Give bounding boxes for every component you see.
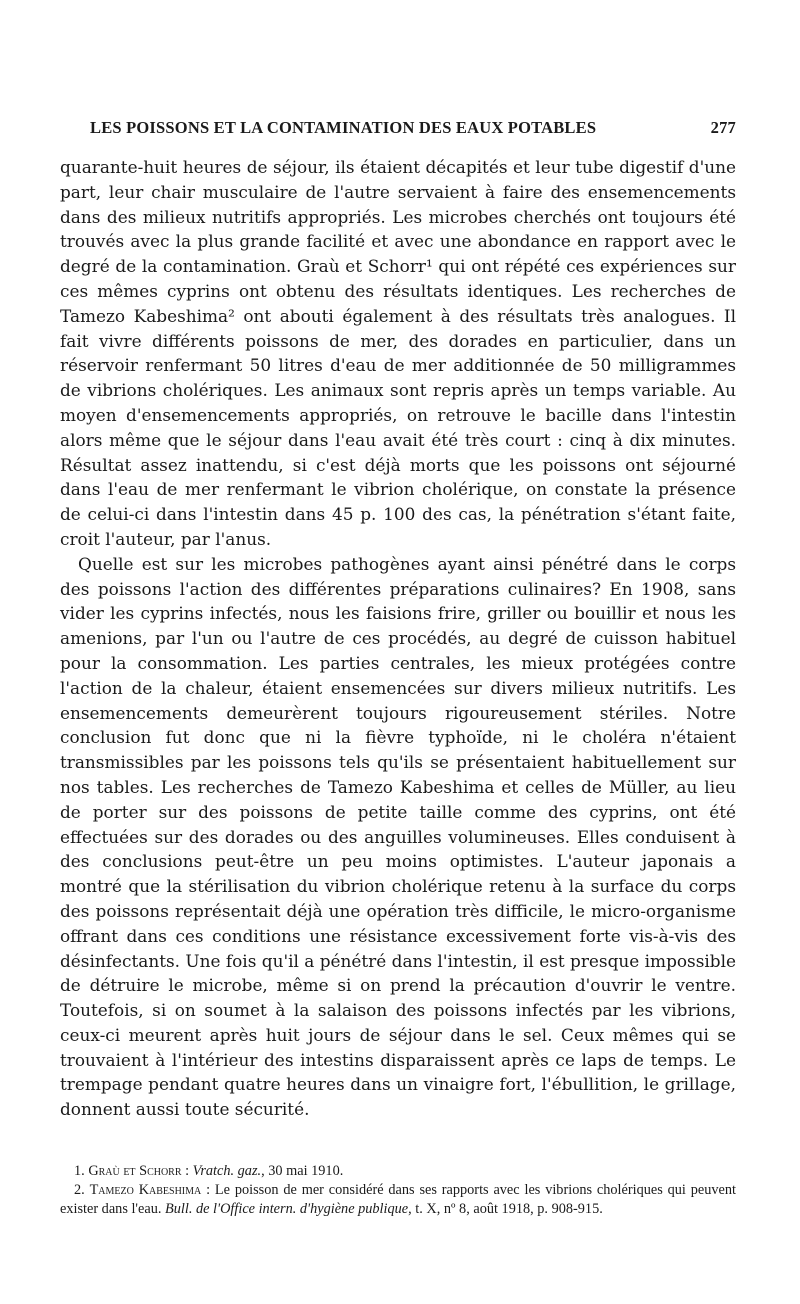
- footnotes: [60, 1162, 736, 1219]
- page-number: 277: [710, 118, 736, 137]
- footnote-article-title: Le poisson de mer considéré dans ses rapports avec les vibrions cholériques qui peuvent exister dans l'eau.: [60, 1182, 736, 1217]
- footnote-marker: 2.: [74, 1182, 85, 1198]
- running-title: LES POISSONS ET LA CONTAMINATION DES EAUX POTABLES: [90, 118, 597, 137]
- footnote-source-title: Bull. de l'Office intern. d'hygiène publique: [165, 1201, 409, 1217]
- paragraph-2: Quelle est sur les microbes pathogènes ayant ainsi pénétré dans le corps des poissons l'action des différentes préparations culinaires? En 1908, sans vider les cyprins infectés, nous les faisions frire, griller ou bouillir et nous les amenions, par l'un ou l'autre de ces procédés, au degré de cuisson habituel pour la consommation. Les parties centrales, les mieux protégées contre l'action de la chaleur, étaient ensemencées sur divers milieux nutritifs. Les ensemencements demeurèrent toujours rigoureusement stériles. Notre conclusion fut donc que ni la fièvre typhoïde, ni le choléra n'étaient transmissibles par les poissons tels qu'ils se présentaient habituellement sur nos tables. Les recherches de Tamezo Kabeshima et celles de Müller, au lieu de porter sur des poissons de petite taille comme des cyprins, ont été effectuées sur des dorades ou des anguilles volumineuses. Elles conduisent à des conclusions peut-être un peu moins optimistes. L'auteur japonais a montré que la stérilisation du vibrion cholérique retenu à la surface du corps des poissons représentait déjà une opération très difficile, le micro-organisme offrant dans ces conditions une résistance excessivement forte vis-à-vis des désinfectants. Une fois qu'il a pénétré dans l'intestin, il est presque impossible de détruire le microbe, même si on prend la précaution d'ouvrir le ventre. Toutefois, si on soumet à la salaison des poissons infectés par les vibrions, ceux-ci meurent après huit jours de séjour dans le sel. Ceux mêmes qui se trouvaient à l'intérieur des intestins disparaissent après ce laps de temps. Le trempage pendant quatre heures dans un vinaigre fort, l'ébullition, le grillage, donnent aussi toute sécurité.: [60, 553, 736, 1120]
- footnote-marker: 1.: [74, 1163, 85, 1179]
- footnote-author: Tamezo Kabeshima: [89, 1182, 202, 1198]
- running-header: [90, 118, 736, 142]
- footnote-separator: :: [181, 1163, 193, 1179]
- footnote-separator: :: [201, 1182, 215, 1198]
- footnote-2: [60, 1181, 736, 1219]
- footnote-author: Graù et Schorr: [88, 1163, 182, 1179]
- body-text: [60, 155, 736, 1122]
- paragraph-1: quarante-huit heures de séjour, ils étaient décapités et leur tube digestif d'une part, leur chair musculaire de l'autre servaient à faire des ensemencements dans des milieux nutritifs appropriés. Les microbes cherchés ont toujours été trouvés avec la plus grande facilité et avec une abondance en rapport avec le degré de la contamination. Graù et Schorr¹ qui ont répété ces expériences sur ces mêmes cyprins ont obtenu des résultats identiques. Les recherches de Tamezo Kabeshima² ont abouti également à des résultats très analogues. Il fait vivre différents poissons de mer, des dorades en particulier, dans un réservoir renfermant 50 litres d'eau de mer additionnée de 50 milligrammes de vibrions cholériques. Les animaux sont repris après un temps variable. Au moyen d'ensemencements appropriés, on retrouve le bacille dans l'intestin alors même que le séjour dans l'eau avait été très court : cinq à dix minutes. Résultat assez inattendu, si c'est déjà morts que les poissons ont séjourné dans l'eau de mer renfermant le vibrion cholérique, on constate la présence de celui-ci dans l'intestin dans 45 p. 100 des cas, la pénétration s'étant faite, croit l'auteur, par l'anus.: [60, 157, 736, 549]
- footnote-details: , t. X, nº 8, août 1918, p. 908-915.: [408, 1201, 603, 1217]
- footnote-source-title: Vratch. gaz.: [192, 1163, 262, 1179]
- book-page: [60, 0, 736, 1304]
- footnote-details: , 30 mai 1910.: [261, 1163, 344, 1179]
- footnote-1: [60, 1162, 736, 1181]
